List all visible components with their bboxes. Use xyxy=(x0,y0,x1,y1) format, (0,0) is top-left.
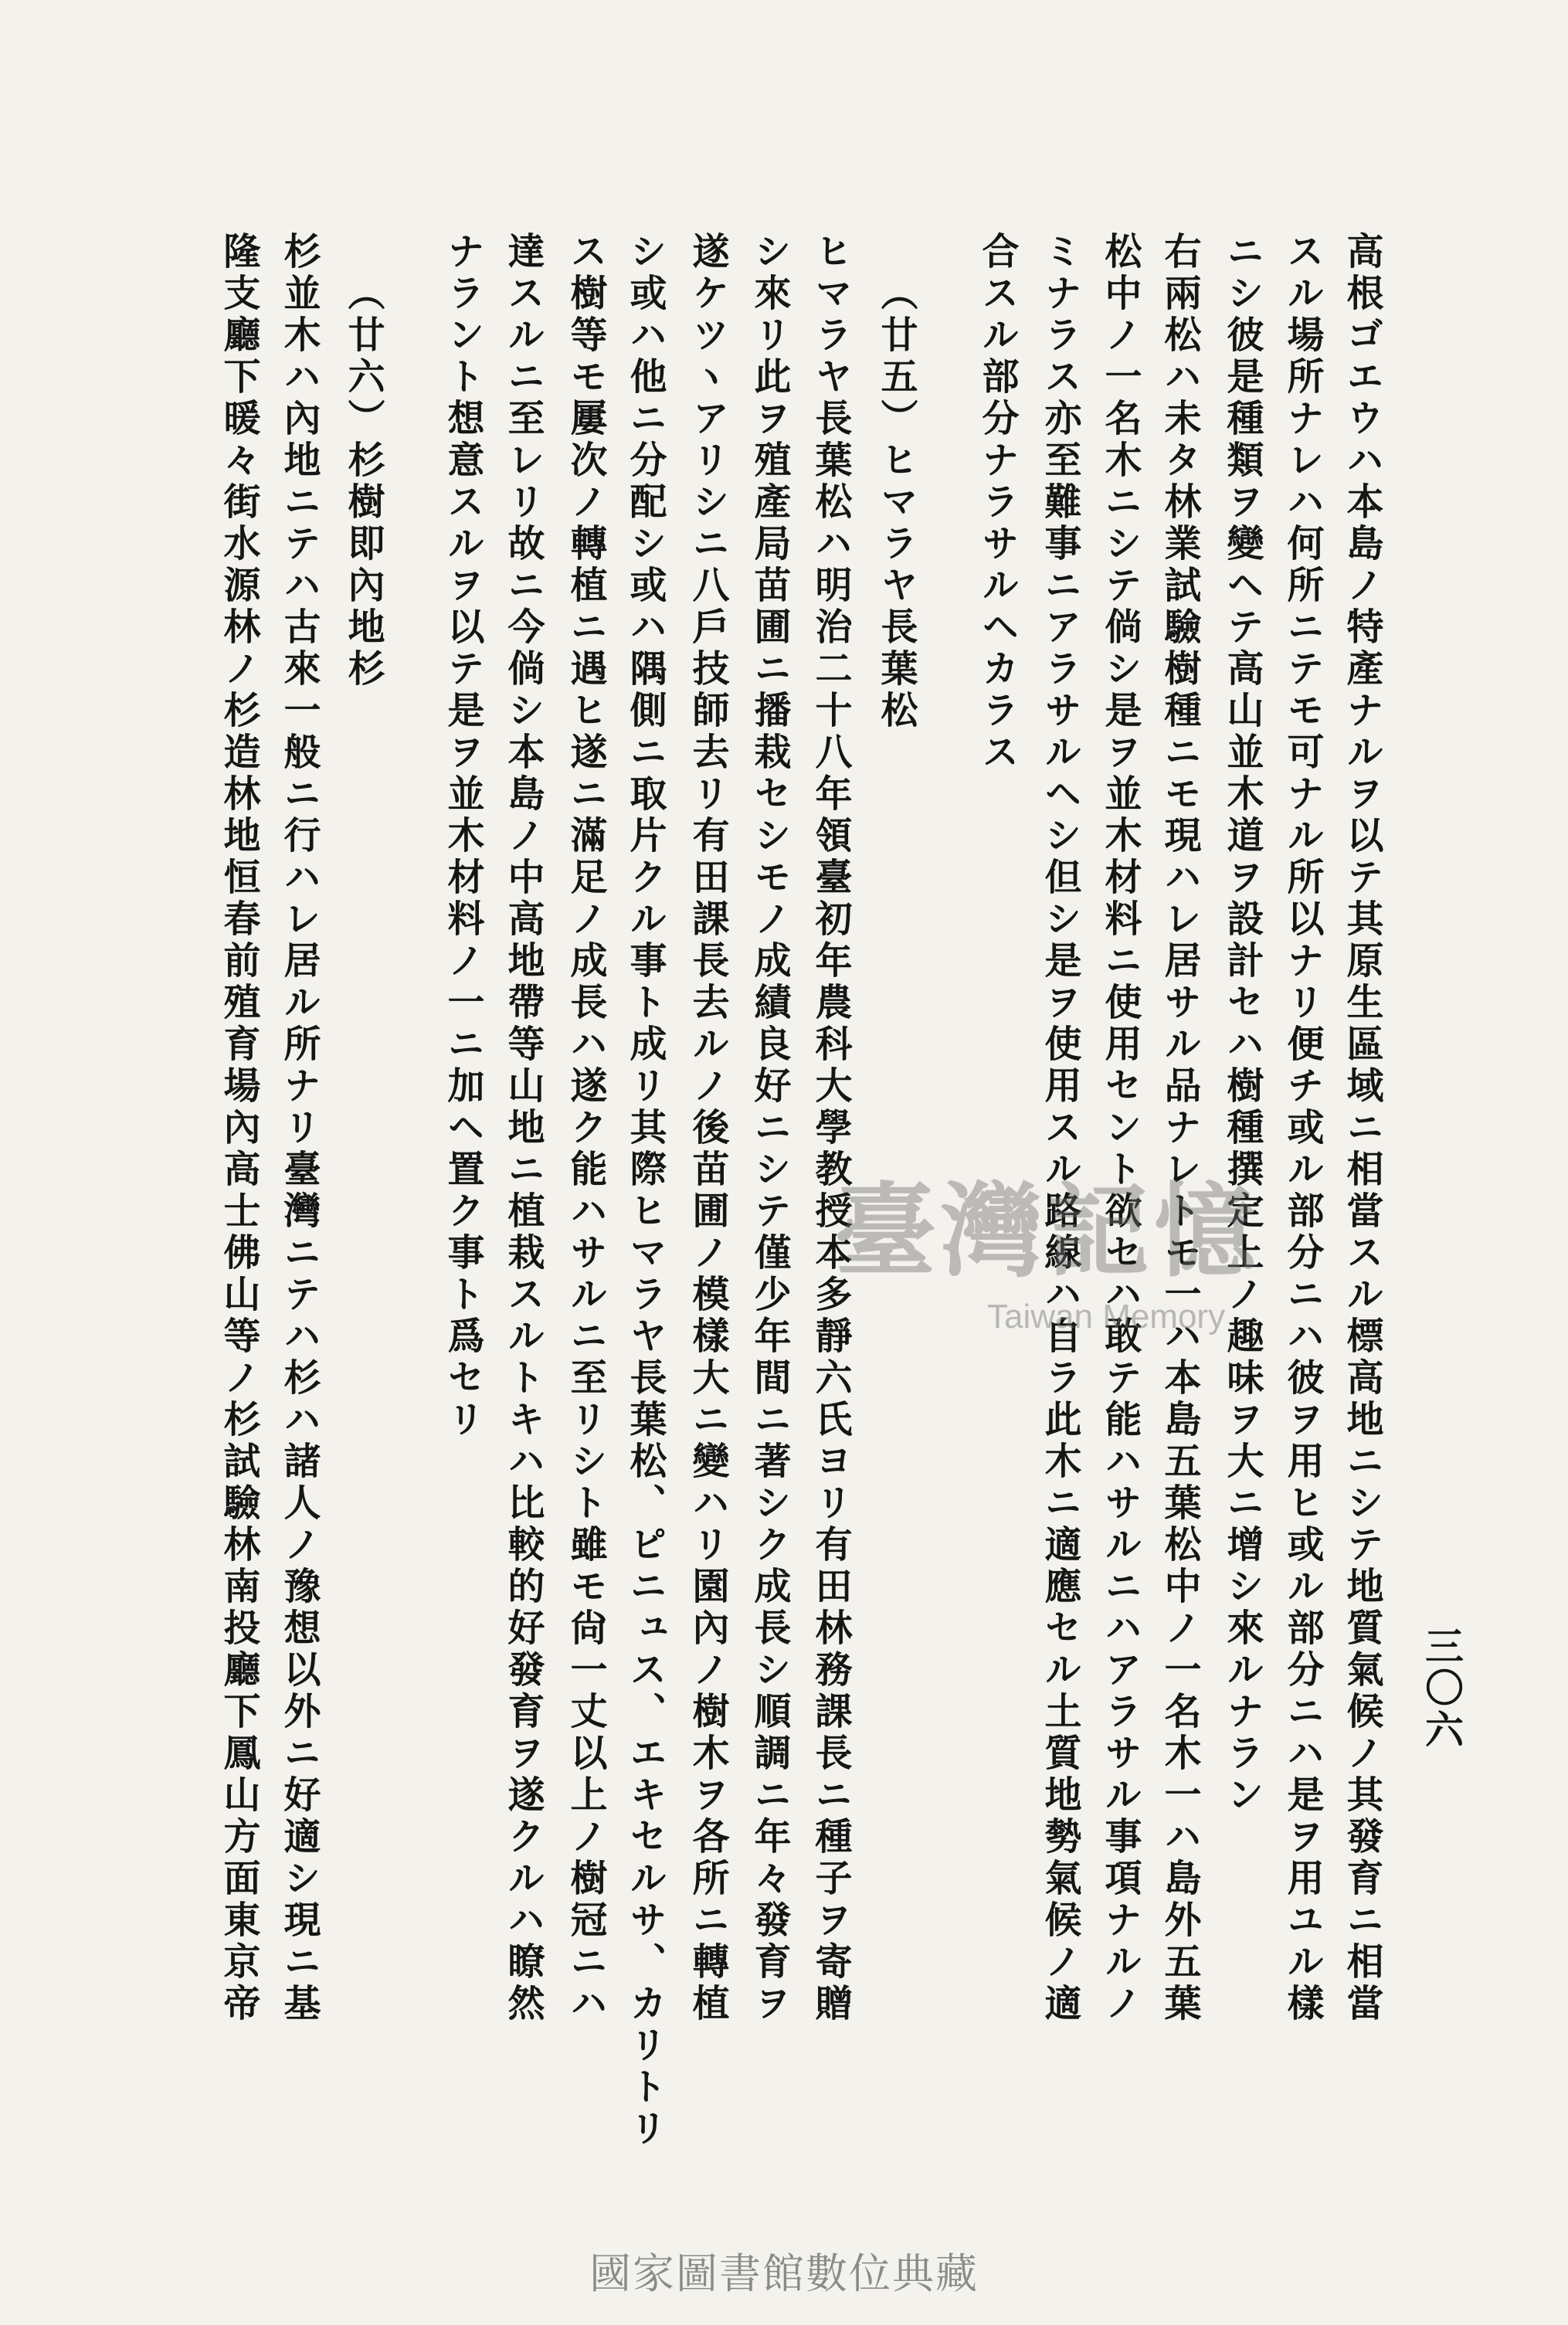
section-heading: （廿五）ヒマラヤ長葉松 xyxy=(874,273,918,732)
watermark-logo-subtitle: Taiwan Memory xyxy=(987,1298,1226,1336)
text-column: 隆支廳下暖々街水源林ノ杉造林地恒春前殖育場內高士佛山等ノ杉試驗林南投廳下鳳山方面東京帝 xyxy=(217,232,260,2025)
text-column: ニシ彼是種類ヲ變ヘテ高山並木道ヲ設計セハ樹種撰定上ノ趣味ヲ大ニ增シ來ルナラン xyxy=(1220,232,1264,1817)
archive-footer: 國家圖書館數位典藏 xyxy=(589,2249,979,2298)
section-heading: （廿六）杉樹即內地杉 xyxy=(341,273,385,691)
text-column: 合スル部分ナラサルヘカラス xyxy=(976,232,1019,774)
text-column: スル場所ナレハ何所ニテモ可ナル所以ナリ便チ或ル部分ニハ彼ヲ用ヒ或ル部分ニハ是ヲ用ユル樣 xyxy=(1281,232,1324,2025)
text-column: ナラント想意スルヲ以テ是ヲ並木材料ノ一ニ加ヘ置ク事ト爲セリ xyxy=(441,232,484,1441)
text-column: ヒマラヤ長葉松ハ明治二十八年領臺初年農科大學教授本多靜六氏ヨリ有田林務課長ニ種子ヲ寄贈 xyxy=(809,232,852,2025)
text-column: 右兩松ハ未タ林業試驗樹種ニモ現ハレ居サル品ナレトモ一ハ本島五葉松中ノ一名木一ハ島外五葉 xyxy=(1158,232,1201,2025)
watermark-logo: 臺灣記憶 xyxy=(834,1172,1261,1291)
text-column: ミナラス亦至難事ニアラサルヘシ但シ是ヲ使用スル路線ハ自ラ此木ニ適應セル土質地勢氣候ノ適 xyxy=(1038,232,1081,2025)
text-column: 高根ゴエウハ本島ノ特產ナルヲ以テ其原生區域ニ相當スル標高地ニシテ地質氣候ノ其發育ニ相當 xyxy=(1340,232,1383,2025)
text-column: 杉並木ハ內地ニテハ古來一般ニ行ハレ居ル所ナリ臺灣ニテハ杉ハ諸人ノ豫想以外ニ好適シ現ニ基 xyxy=(277,232,321,2025)
text-column: 遂ケツヽアリシニ八戶技師去リ有田課長去ルノ後苗圃ノ模樣大ニ變ハリ園內ノ樹木ヲ各所ニ轉植 xyxy=(686,232,729,2025)
text-column: ス樹等モ屢次ノ轉植ニ遇ヒ遂ニ滿足ノ成長ハ遂ク能ハサルニ至リシト雖モ尙一丈以上ノ樹冠ニハ xyxy=(564,232,607,2025)
text-column: シ來リ此ヲ殖產局苗圃ニ播栽セシモノ成績良好ニシテ僅少年間ニ著シク成長シ順調ニ年々發育ヲ xyxy=(748,232,791,2025)
text-column: シ或ハ他ニ分配シ或ハ隅側ニ取片クル事ト成リ其際ヒマラヤ長葉松、ピニュス、エキセルサ、カリトリ xyxy=(623,232,667,2150)
text-column: 達スルニ至レリ故ニ今倘シ本島ノ中高地帶等山地ニ植栽スルトキハ比較的好發育ヲ遂クルハ瞭然 xyxy=(501,232,545,2025)
text-column: 松中ノ一名木ニシテ倘シ是ヲ並木材料ニ使用セント欲セハ敢テ能ハサルニハアラサル事項ナルノ xyxy=(1098,232,1142,2025)
page-number: 三〇六 xyxy=(1419,1626,1464,1751)
